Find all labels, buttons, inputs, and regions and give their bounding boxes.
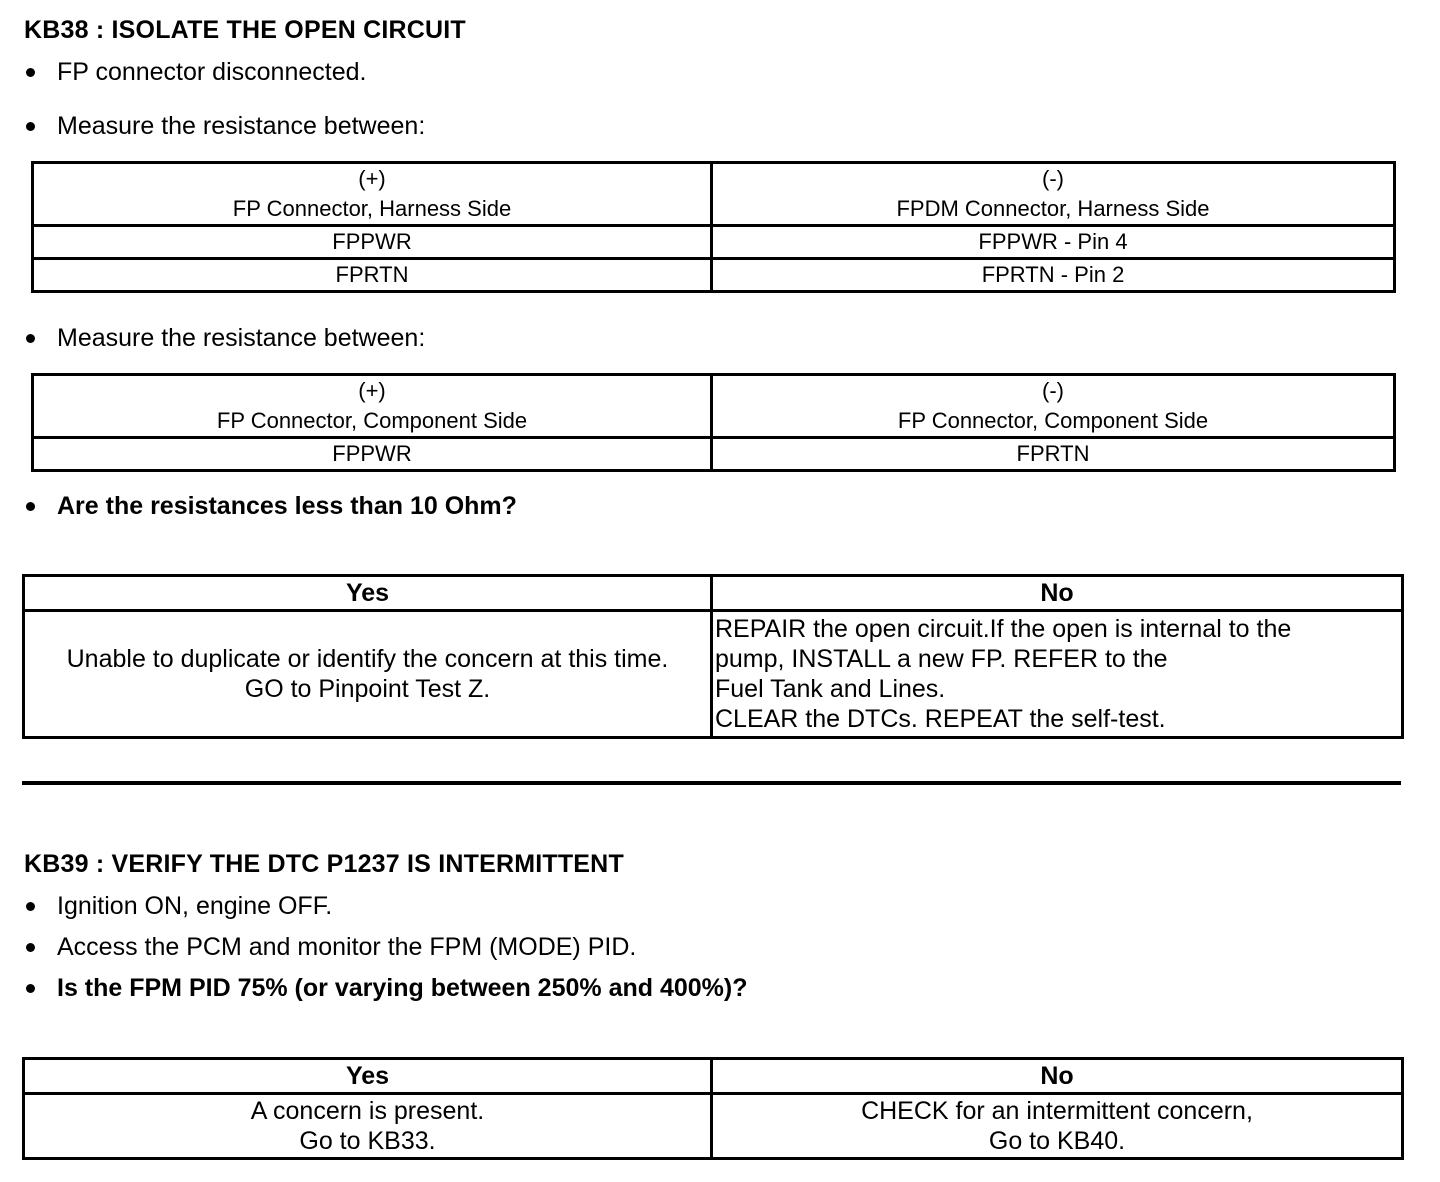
bullet-icon	[26, 902, 35, 911]
question-text: Are the resistances less than 10 Ohm?	[57, 492, 517, 520]
sign-positive: (+)	[358, 166, 386, 191]
no-answer	[712, 1094, 1403, 1159]
answer-header-row	[24, 576, 1403, 611]
yes-header: Yes	[24, 1059, 712, 1094]
section-divider	[22, 781, 1401, 785]
header-cell-positive	[33, 163, 712, 226]
kb38-bullet-1	[24, 58, 366, 87]
no-header: No	[712, 1059, 1403, 1094]
table-cell: FPPWR - Pin 4	[712, 226, 1395, 259]
bullet-text: Access the PCM and monitor the FPM (MODE) PID.	[57, 933, 637, 961]
answer-line: CLEAR the DTCs. REPEAT the self-test.	[715, 705, 1166, 733]
bullet-icon	[26, 943, 35, 952]
bullet-text: FP connector disconnected.	[57, 58, 367, 86]
answer-line: Unable to duplicate or identify the concern at this time.	[66, 645, 669, 673]
kb38-bullet-3	[24, 324, 425, 353]
kb38-title: KB38 : ISOLATE THE OPEN CIRCUIT	[24, 16, 466, 44]
question-text: Is the FPM PID 75% (or varying between 250% and 400%)?	[57, 974, 748, 1002]
table-row	[33, 438, 1395, 471]
header-label: FP Connector, Component Side	[216, 408, 528, 433]
header-label: FP Connector, Component Side	[897, 408, 1209, 433]
answer-line: GO to Pinpoint Test Z.	[244, 675, 491, 703]
bullet-icon	[26, 122, 35, 131]
kb39-question	[24, 974, 748, 1003]
bullet-icon	[26, 68, 35, 77]
kb39-answer-table	[22, 1057, 1404, 1160]
answer-row	[24, 1094, 1403, 1159]
answer-line: pump, INSTALL a new FP. REFER to the	[715, 645, 1168, 673]
kb38-resistance-table-2	[31, 373, 1396, 472]
table-cell: FPPWR	[33, 438, 712, 471]
header-label: FP Connector, Harness Side	[232, 196, 512, 221]
table-cell: FPRTN	[712, 438, 1395, 471]
answer-header-row	[24, 1059, 1403, 1094]
answer-line: REPAIR the open circuit.If the open is internal to the	[715, 615, 1292, 643]
table-header-row	[33, 163, 1395, 226]
bullet-text: Measure the resistance between:	[57, 324, 426, 352]
kb38-answer-table	[22, 574, 1404, 739]
kb38-question	[24, 492, 517, 521]
no-header: No	[712, 576, 1403, 611]
answer-row	[24, 611, 1403, 738]
answer-line: CHECK for an intermittent concern,	[861, 1097, 1253, 1125]
bullet-text: Ignition ON, engine OFF.	[57, 892, 333, 920]
bullet-icon	[26, 502, 35, 511]
kb39-bullet-2	[24, 933, 636, 962]
kb39-bullet-1	[24, 892, 332, 921]
bullet-text: Measure the resistance between:	[57, 112, 426, 140]
yes-answer	[24, 1094, 712, 1159]
answer-line: Go to KB33.	[299, 1127, 436, 1155]
table-row	[33, 259, 1395, 292]
answer-line: Go to KB40.	[988, 1127, 1126, 1155]
kb38-bullet-2	[24, 112, 425, 141]
bullet-icon	[26, 334, 35, 343]
answer-line: A concern is present.	[250, 1097, 485, 1125]
header-cell-negative	[712, 163, 1395, 226]
table-cell: FPRTN	[33, 259, 712, 292]
table-row	[33, 226, 1395, 259]
kb38-resistance-table-1	[31, 161, 1396, 293]
sign-negative: (-)	[1042, 166, 1064, 191]
header-cell-positive	[33, 375, 712, 438]
header-label: FPDM Connector, Harness Side	[896, 196, 1210, 221]
answer-line: Fuel Tank and Lines.	[715, 675, 946, 703]
table-header-row	[33, 375, 1395, 438]
bullet-icon	[26, 984, 35, 993]
kb39-title: KB39 : VERIFY THE DTC P1237 IS INTERMITTENT	[24, 850, 624, 878]
table-cell: FPPWR	[33, 226, 712, 259]
sign-negative: (-)	[1042, 378, 1064, 403]
sign-positive: (+)	[358, 378, 386, 403]
no-answer	[712, 611, 1403, 738]
yes-header: Yes	[24, 576, 712, 611]
yes-answer	[24, 611, 712, 738]
table-cell: FPRTN - Pin 2	[712, 259, 1395, 292]
header-cell-negative	[712, 375, 1395, 438]
